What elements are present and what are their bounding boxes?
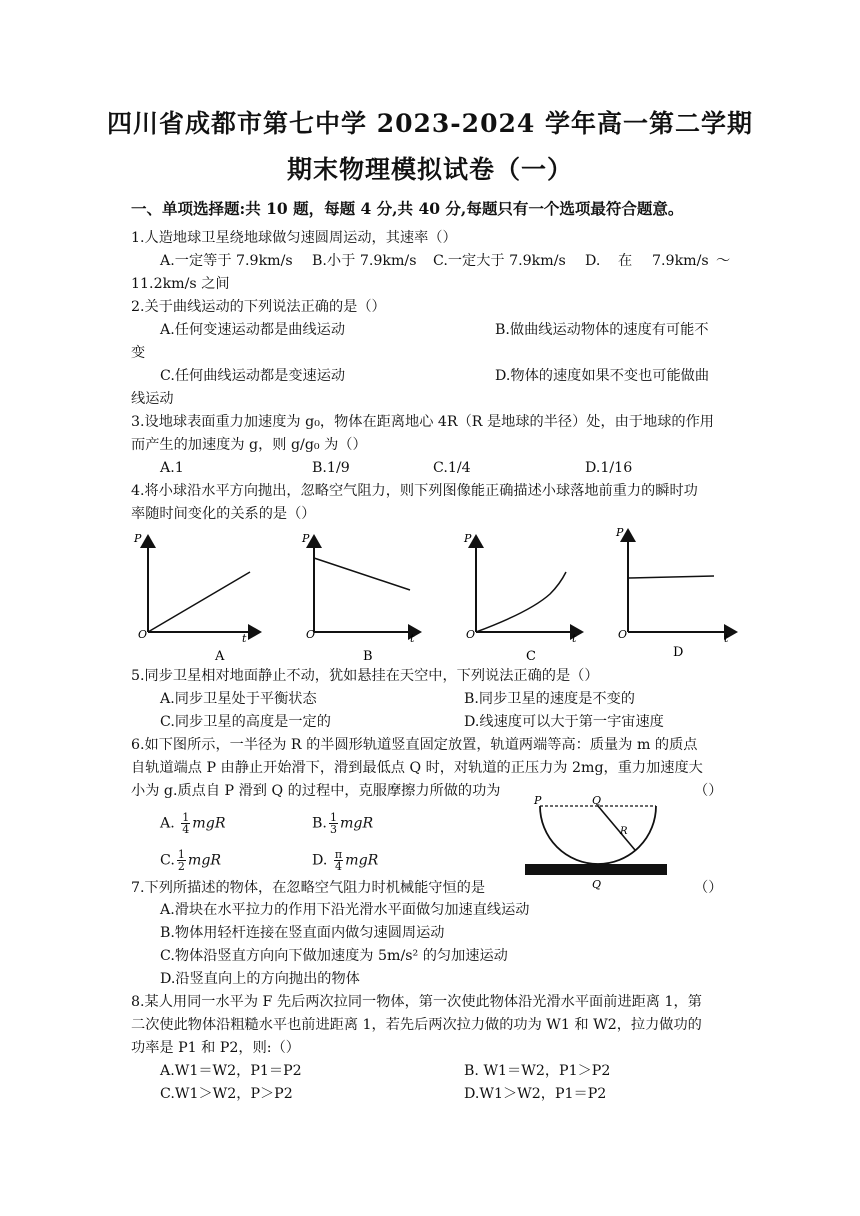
graph-a-caption: A <box>215 649 225 662</box>
graph-c-x-label: t <box>572 632 577 645</box>
q5-option-a: A.同步卫星处于平衡状态 <box>160 691 317 707</box>
q8-line-3: 功率是 P1 和 P2，则:（） <box>131 1040 300 1056</box>
q1-option-d-word: 在 <box>618 253 633 269</box>
q3-option-c: C.1/4 <box>433 460 471 476</box>
q6-option-c-expr: mgR <box>187 852 222 869</box>
title-line-1: 四川省成都市第七中学 2023-2024 学年高一第二学期 <box>107 109 753 138</box>
q6-line-2: 自轨道端点 P 由静止开始滑下，滑到最低点 Q 时，对轨道的正压力为 2mg，重力加速度大 <box>131 760 703 776</box>
q7-option-a: A.滑块在水平拉力的作用下沿光滑水平面做匀加速直线运动 <box>160 902 530 918</box>
q5-option-c: C.同步卫星的高度是一定的 <box>160 714 331 730</box>
q7-option-d: D.沿竖直向上的方向抛出的物体 <box>160 971 360 987</box>
q1-option-d-value: 7.9km/s <box>652 253 709 269</box>
q5-stem: 5.同步卫星相对地面静止不动，犹如悬挂在天空中，下列说法正确的是（） <box>131 668 599 684</box>
q8-option-d: D.W1＞W2，P1＝P2 <box>464 1086 607 1102</box>
q8-option-c: C.W1＞W2，P＞P2 <box>160 1086 293 1102</box>
q1-option-d-label: D. <box>585 253 601 269</box>
q5-option-d: D.线速度可以大于第一宇宙速度 <box>464 714 664 730</box>
q7-option-b: B.物体用轻杆连接在竖直面内做匀速圆周运动 <box>160 925 445 941</box>
q6-fig-label-p: P <box>534 794 542 807</box>
q6-option-d <box>312 849 378 872</box>
q1-option-a: A.一定等于 7.9km/s <box>160 253 293 269</box>
q3-option-d: D.1/16 <box>585 460 633 476</box>
denominator: 4 <box>182 823 190 836</box>
section-heading: 一、单项选择题:共 10 题，每题 4 分,共 40 分,每题只有一个选项最符合题意。 <box>131 199 684 218</box>
graph-b-x-label: t <box>410 632 415 645</box>
q6-option-d-expr: mgR <box>345 852 379 869</box>
numerator: 1 <box>182 811 190 824</box>
q8-line-2: 二次使此物体沿粗糙水平也前进距离 1，若先后两次拉力做的功为 W1 和 W2，拉力做功的 <box>131 1017 702 1033</box>
q8-option-b: B. W1＝W2，P1＞P2 <box>464 1063 611 1079</box>
q6-option-a-label: A. <box>160 815 175 832</box>
q2-option-b: B.做曲线运动物体的速度有可能不 <box>495 322 709 338</box>
graph-d-origin: O <box>618 628 628 641</box>
q1-option-d-cont: 11.2km/s 之间 <box>131 276 230 292</box>
q1-option-b: B.小于 7.9km/s <box>312 253 417 269</box>
graph-b-y-label: P <box>302 532 310 545</box>
q6-option-a-expr: mgR <box>192 815 226 832</box>
q6-fig-label-q-top: Q <box>592 794 602 807</box>
q3-line-1: 3.设地球表面重力加速度为 g₀，物体在距离地心 4R（R 是地球的半径）处，由于地球的作用 <box>131 414 714 430</box>
graph-d-x-label: t <box>724 632 729 645</box>
q2-option-c: C.任何曲线运动都是变速运动 <box>160 368 346 384</box>
graph-c-origin: O <box>466 628 476 641</box>
q6-line-1: 6.如下图所示，一半径为 R 的半圆形轨道竖直固定放置，轨道两端等高：质量为 m 的质点 <box>131 737 698 753</box>
q6-semicircle-figure <box>520 794 675 890</box>
q6-line-3: 小为 g.质点自 P 滑到 Q 的过程中，克服摩擦力所做的功为 <box>131 783 501 799</box>
q6-option-b-expr: mgR <box>339 815 374 832</box>
q6-option-c <box>160 849 221 872</box>
q7-bracket: （） <box>694 880 723 896</box>
graph-c <box>463 532 582 662</box>
q1-option-d-tilde: ～ <box>716 253 731 269</box>
q4-line-2: 率随时间变化的关系的是（） <box>131 506 316 522</box>
graph-b <box>301 532 420 662</box>
q6-option-b <box>312 812 373 835</box>
denominator: 2 <box>177 860 185 873</box>
numerator: π <box>334 848 343 861</box>
graph-d-caption: D <box>673 645 684 660</box>
q2-option-a: A.任何变速运动都是曲线运动 <box>160 322 346 338</box>
graph-b-origin: O <box>306 628 316 641</box>
q6-fig-label-q-bottom: Q <box>592 878 602 890</box>
graph-b-caption: B <box>363 649 373 662</box>
numerator: 1 <box>329 811 337 824</box>
q6-option-c-fraction <box>177 849 186 872</box>
denominator: 3 <box>329 823 337 836</box>
q3-option-a: A.1 <box>160 460 184 476</box>
q1-stem: 1.人造地球卫星绕地球做匀速圆周运动，其速率（） <box>131 230 457 246</box>
q1-option-c: C.一定大于 7.9km/s <box>433 253 566 269</box>
q6-option-b-fraction <box>329 812 338 835</box>
q7-stem: 7.下列所描述的物体，在忽略空气阻力时机械能守恒的是 <box>131 880 486 896</box>
q2-stem: 2.关于曲线运动的下列说法正确的是（） <box>131 299 386 315</box>
q4-line-1: 4.将小球沿水平方向抛出，忽略空气阻力，则下列图像能正确描述小球落地前重力的瞬时功 <box>131 483 698 499</box>
graph-a <box>133 532 260 662</box>
q6-option-a-fraction <box>181 812 190 835</box>
q7-option-c: C.物体沿竖直方向向下做加速度为 5m/s² 的匀加速运动 <box>160 948 508 964</box>
graph-d <box>615 526 736 660</box>
q5-option-b: B.同步卫星的速度是不变的 <box>464 691 635 707</box>
q3-option-b: B.1/9 <box>312 460 350 476</box>
graph-a-origin: O <box>138 628 148 641</box>
graph-c-y-label: P <box>464 532 472 545</box>
q8-line-1: 8.某人用同一水平为 F 先后两次拉同一物体，第一次使此物体沿光滑水平面前进距离 1，第 <box>131 994 702 1010</box>
q4-graphs <box>120 522 750 662</box>
q6-option-a <box>160 812 226 835</box>
q6-option-b-label: B. <box>312 815 327 832</box>
q8-option-a: A.W1＝W2，P1＝P2 <box>160 1063 302 1079</box>
q2-option-b-cont: 变 <box>131 345 146 361</box>
graph-c-caption: C <box>526 649 536 662</box>
q6-fig-label-r: R <box>620 826 628 837</box>
graph-d-y-label: P <box>616 526 624 539</box>
q3-line-2: 而产生的加速度为 g，则 g/g₀ 为（） <box>131 437 367 453</box>
denominator: 4 <box>335 860 343 873</box>
q6-option-c-label: C. <box>160 852 175 869</box>
q2-option-d-cont: 线运动 <box>131 391 174 407</box>
q6-bracket: （） <box>694 783 723 799</box>
numerator: 1 <box>177 848 185 861</box>
q6-option-d-label: D. <box>312 852 328 869</box>
title-line-2: 期末物理模拟试卷（一） <box>286 155 573 184</box>
graph-a-y-label: P <box>134 532 142 545</box>
q2-option-d: D.物体的速度如果不变也可能做曲 <box>495 368 710 384</box>
graph-a-x-label: t <box>242 632 247 645</box>
q6-option-d-fraction <box>334 849 343 872</box>
